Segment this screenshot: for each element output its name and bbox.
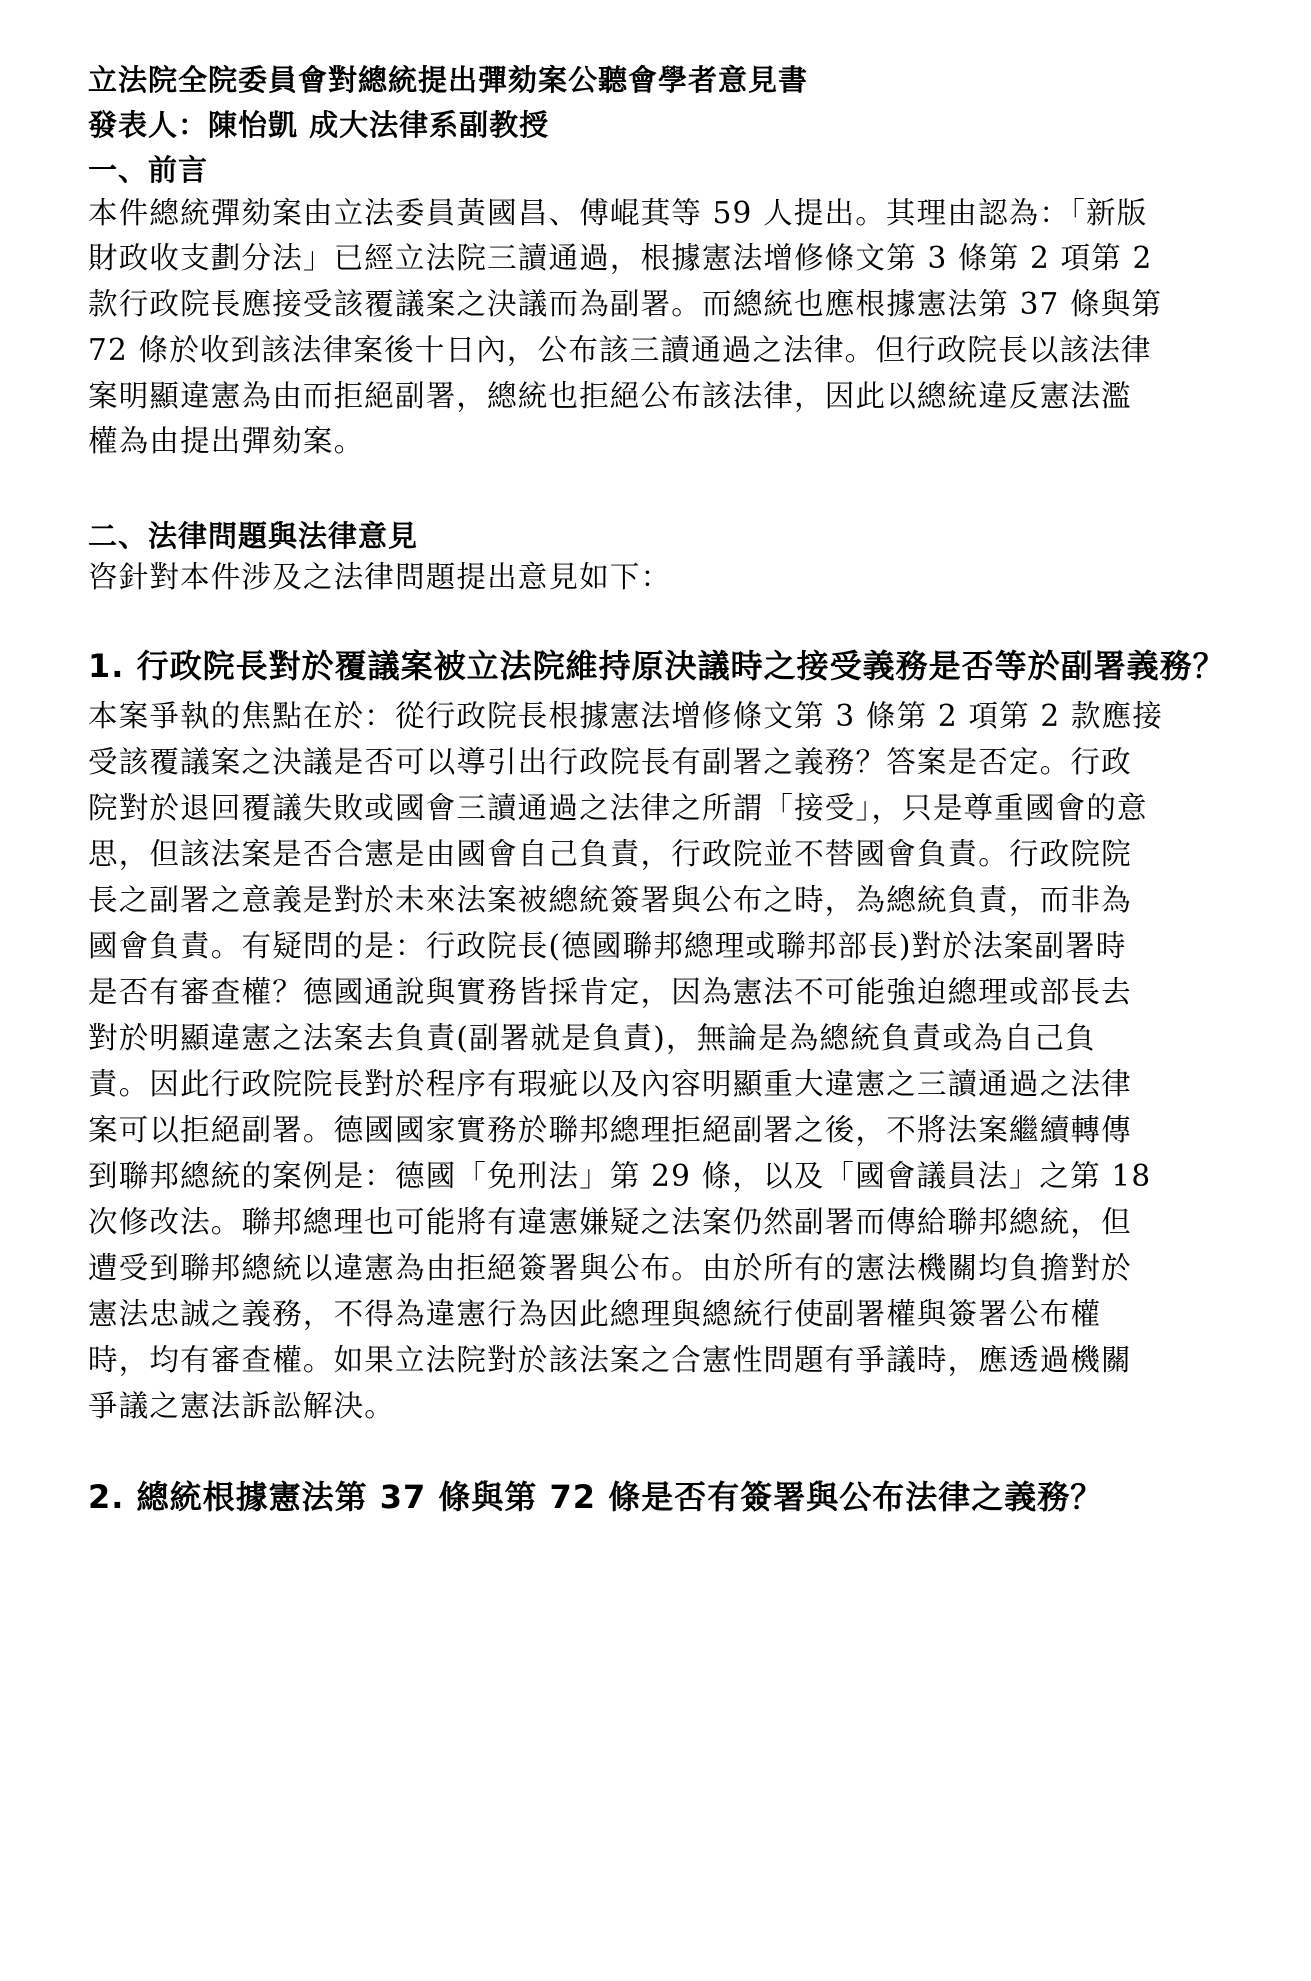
paragraph-line: 到聯邦總統的案例是：德國「免刑法」第 29 條，以及「國會議員法」之第 18 xyxy=(88,1159,1152,1193)
paragraph-line: 院對於退回覆議失敗或國會三讀通過之法律之所謂「接受」，只是尊重國會的意 xyxy=(88,791,1148,825)
paragraph-line: 財政收支劃分法」已經立法院三讀通過，根據憲法增修條文第 3 條第 2 項第 2 xyxy=(88,241,1153,275)
question-2-heading: 2. 總統根據憲法第 37 條與第 72 條是否有簽署與公布法律之義務？ xyxy=(88,1478,1104,1516)
paragraph-line: 長之副署之意義是對於未來法案被總統簽署與公布之時，為總統負責，而非為 xyxy=(88,883,1132,917)
paragraph-line: 是否有審查權？德國通說與實務皆採肯定，因為憲法不可能強迫總理或部長去 xyxy=(88,975,1132,1009)
paragraph-line: 案明顯違憲為由而拒絕副署，總統也拒絕公布該法律，因此以總統違反憲法濫 xyxy=(88,379,1132,413)
paragraph-line: 責。因此行政院院長對於程序有瑕疵以及內容明顯重大違憲之三讀通過之法律 xyxy=(88,1067,1132,1101)
paragraph-line: 思，但該法案是否合憲是由國會自己負責，行政院並不替國會負責。行政院院 xyxy=(88,837,1132,871)
paragraph-line: 時，均有審查權。如果立法院對於該法案之合憲性問題有爭議時，應透過機關 xyxy=(88,1343,1132,1377)
paragraph-line: 權為由提出彈劾案。 xyxy=(88,424,365,458)
document-title: 立法院全院委員會對總統提出彈劾案公聽會學者意見書 xyxy=(88,63,809,97)
paragraph-line: 款行政院長應接受該覆議案之決議而為副署。而總統也應根據憲法第 37 條與第 xyxy=(88,287,1163,321)
paragraph-line: 本件總統彈劾案由立法委員黃國昌、傅崐萁等 59 人提出。其理由認為：「新版 xyxy=(88,196,1148,230)
paragraph-line: 本案爭執的焦點在於：從行政院長根據憲法增修條文第 3 條第 2 項第 2 款應接 xyxy=(88,699,1164,733)
section-2-heading: 二、法律問題與法律意見 xyxy=(88,519,419,553)
paragraph-line: 爭議之憲法訴訟解決。 xyxy=(88,1389,396,1423)
section-2-intro: 咨針對本件涉及之法律問題提出意見如下： xyxy=(88,560,672,594)
paragraph-line: 遭受到聯邦總統以違憲為由拒絕簽署與公布。由於所有的憲法機關均負擔對於 xyxy=(88,1251,1132,1285)
paragraph-line: 憲法忠誠之義務，不得為違憲行為因此總理與總統行使副署權與簽署公布權 xyxy=(88,1297,1102,1331)
paragraph-line: 72 條於收到該法律案後十日內，公布該三讀通過之法律。但行政院長以該法律 xyxy=(88,333,1152,367)
paragraph-line: 受該覆議案之決議是否可以導引出行政院長有副署之義務？答案是否定。行政 xyxy=(88,745,1132,779)
presenter-line: 發表人：陳怡凱 成大法律系副教授 xyxy=(88,108,550,142)
paragraph-line: 國會負責。有疑問的是：行政院長(德國聯邦總理或聯邦部長)對於法案副署時 xyxy=(88,929,1127,963)
paragraph-line: 案可以拒絕副署。德國國家實務於聯邦總理拒絕副署之後，不將法案繼續轉傳 xyxy=(88,1113,1132,1147)
paragraph-line: 次修改法。聯邦總理也可能將有違憲嫌疑之法案仍然副署而傳給聯邦總統，但 xyxy=(88,1205,1132,1239)
question-1-heading: 1. 行政院長對於覆議案被立法院維持原決議時之接受義務是否等於副署義務？ xyxy=(88,647,1226,685)
section-1-heading: 一、前言 xyxy=(88,153,209,187)
paragraph-line: 對於明顯違憲之法案去負責(副署就是負責)，無論是為總統負責或為自己負 xyxy=(88,1021,1096,1055)
